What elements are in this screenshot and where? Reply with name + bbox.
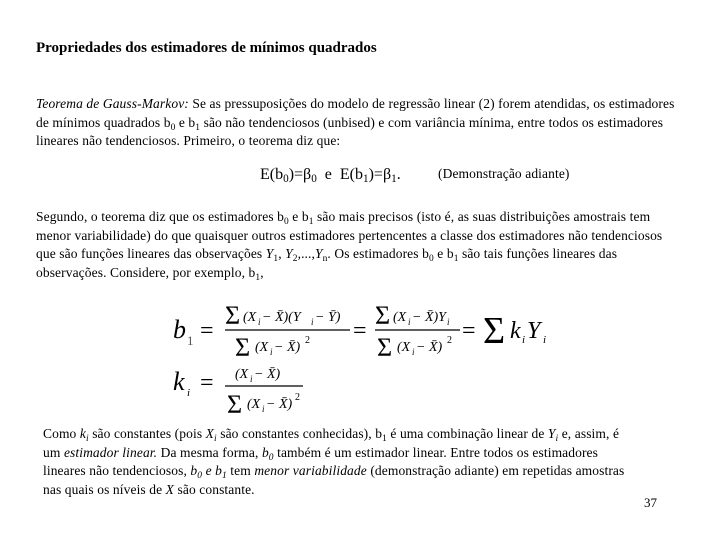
svg-text:Σ: Σ — [377, 333, 393, 362]
theorem-paragraph: Teorema de Gauss-Markov: Se as pressuposições do modelo de regressão linear (2) forem atendidas, os estimadores de mínimos quadrados $b_0$ e $b_1$ são não tendenciosos (unbised) e com variância mínima, entre todos os estimadores lineares não tendenciosos. Primeiro, o teorema diz que: — [36, 96, 675, 148]
theorem-name: Teorema de Gauss-Markov: — [36, 96, 189, 111]
second-paragraph: Segundo, o teorema diz que os estimadores $b_0$ e $b_1$ são mais precisos (isto é, as suas distribuições amostrais tem menor variabilidade) do que quaisquer outros estimadores pertencentes a classe dos estimadores não tendenciosos que são funções lineares das observações $Y_1$, $Y_2,...,Y_n$. Os estimadores $b_0$ e $b_1$ são tais funções lineares das observações. Considere, por exemplo, $b_1$, — [36, 209, 663, 283]
svg-text:(X: (X — [393, 310, 407, 325]
svg-text:=: = — [353, 318, 367, 344]
svg-text:k: k — [510, 318, 521, 344]
svg-text:i: i — [262, 404, 265, 414]
svg-text:− Ȳ): − Ȳ) — [315, 310, 341, 325]
svg-text:=: = — [200, 318, 214, 344]
svg-text:(X: (X — [247, 397, 261, 412]
page-number: 37 — [644, 495, 657, 510]
svg-text:(X: (X — [243, 310, 257, 325]
svg-text:i: i — [412, 347, 415, 357]
svg-text:i: i — [250, 374, 253, 384]
svg-text:2: 2 — [295, 392, 300, 403]
svg-text:− X̄): − X̄) — [416, 340, 443, 355]
svg-text:i: i — [187, 387, 191, 399]
svg-text:Σ: Σ — [235, 333, 251, 362]
svg-text:− X̄): − X̄) — [254, 367, 281, 382]
svg-text:i: i — [258, 317, 261, 327]
svg-text:1: 1 — [187, 333, 194, 348]
page-title: Propriedades dos estimadores de mínimos quadrados — [36, 40, 377, 56]
svg-text:− X̄)Y: − X̄)Y — [412, 310, 446, 325]
svg-text:2: 2 — [305, 335, 310, 346]
svg-text:Σ: Σ — [227, 390, 243, 419]
svg-text:− X̄): − X̄) — [274, 340, 301, 355]
svg-text:Σ: Σ — [375, 301, 391, 330]
expectation-equation: $E(b_0)=\beta_0$ e $E(b_1)=\beta_1$. — [260, 166, 401, 185]
third-paragraph: Como $k_i$ são constantes (pois $X_i$ são constantes conhecidas), $b_1$ é uma combinação linear de $Y_i$ e, assim, é um estimador linear. Da mesma forma, $b_0$ também é um estimador linear. Entre todos os estimadores lineares não tendenciosos, $b_0$ e $b_1$ tem menor variabilidade (demonstração adiante) em repetidas amostras nas quais os níveis de X são constante. — [43, 426, 625, 497]
svg-text:i: i — [408, 317, 411, 327]
svg-text:− X̄): − X̄) — [266, 397, 293, 412]
svg-text:i: i — [543, 334, 547, 346]
svg-text:(X: (X — [235, 367, 249, 382]
svg-text:Y: Y — [527, 318, 541, 344]
svg-text:i: i — [311, 317, 314, 327]
svg-text:i: i — [270, 347, 273, 357]
svg-text:i: i — [447, 317, 450, 327]
svg-text:k: k — [173, 367, 185, 396]
svg-text:i: i — [522, 334, 526, 346]
svg-text:− X̄)(Y: − X̄)(Y — [262, 310, 301, 325]
svg-text:=: = — [462, 318, 476, 344]
svg-text:(X: (X — [397, 340, 411, 355]
svg-text:2: 2 — [447, 335, 452, 346]
demonstration-note: (Demonstração adiante) — [438, 166, 570, 181]
svg-text:(X: (X — [255, 340, 269, 355]
estimator-formula — [165, 298, 555, 420]
svg-text:=: = — [200, 370, 214, 396]
svg-text:Σ: Σ — [483, 310, 506, 352]
svg-text:b: b — [173, 315, 186, 344]
svg-text:Σ: Σ — [225, 301, 241, 330]
